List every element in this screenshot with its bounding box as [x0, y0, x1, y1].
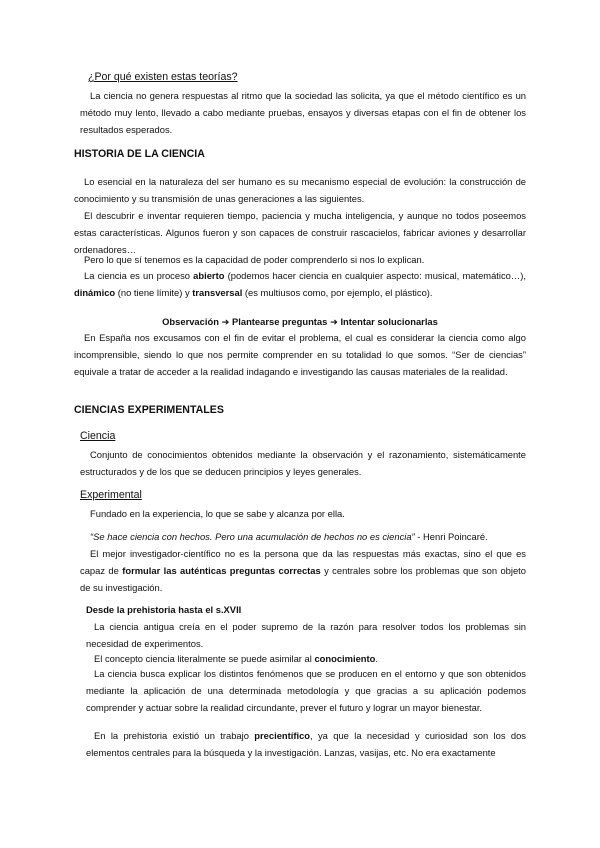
prehistoria-heading: Desde la prehistoria hasta el s.XVII [86, 604, 242, 615]
prehistoria-p1: La ciencia antigua creía en el poder supremo de la razón para resolver todos los problemas sin necesidad de experimentos. [86, 621, 526, 649]
historia-p2: El descubrir e inventar requieren tiempo, paciencia y mucha inteligencia, y aunque no todos poseemos estas características. Algunos fueron y son capaces de construir rascacielos, fabricar aviones y desarrollar ordenadores… [74, 210, 526, 255]
prehistoria-p2-text: . [375, 653, 378, 664]
prehistoria-p3: La ciencia busca explicar los distintos fenómenos que se producen en el entorno y que son obtenidos mediante la aplicación de una determinada metodología y que gracias a su aplicación podemos comprender y actuar sobre la realidad circundante, prever el futuro y lograr un mayor bienestar. [86, 668, 526, 713]
why-title: ¿Por qué existen estas teorías? [88, 71, 238, 83]
investigador-paragraph [80, 545, 526, 596]
flow-step-preguntas: Plantearse preguntas [232, 316, 328, 327]
experimental-definition: Fundado en la experiencia, lo que se sabe y alcanza por ella. [90, 508, 345, 519]
investigador-bold: formular las auténticas preguntas correctas [122, 565, 321, 576]
historia-p4-text: (podemos hacer ciencia en cualquier aspecto: musical, matemático…), [224, 270, 526, 281]
historia-p4 [74, 267, 526, 301]
prehistoria-p2-text: El concepto ciencia literalmente se puede asimilar al [94, 653, 315, 664]
experimental-title: Experimental [80, 489, 142, 501]
prehistoria-p4-bold: precientífico [254, 730, 311, 741]
prehistoria-p4-text: En la prehistoria existió un trabajo [94, 730, 255, 741]
arrow-right-icon: ➜ [221, 316, 230, 327]
investigador-text: El mejor investigador-científico no es la persona que da las respuestas más exactas, sino el que es capaz de [80, 548, 526, 576]
prehistoria-p4-text: , ya que la necesidad y curiosidad son los dos elementos centrales para la búsqueda y la investigación. Lanzas, vasijas, etc. No era exactamente [86, 730, 526, 758]
historia-flow [74, 313, 526, 330]
ciencia-definition: Conjunto de conocimientos obtenidos mediante la observación y el razonamiento, sistemáticamente estructurados y de los que se deducen principios y leyes generales. [80, 449, 526, 477]
historia-p3: Pero lo que sí tenemos es la capacidad de poder comprenderlo si nos lo explican. [84, 254, 425, 265]
quote-text: “Se hace ciencia con hechos. Pero una acumulación de hechos no es ciencia” [90, 531, 415, 542]
historia-heading: HISTORIA DE LA CIENCIA [74, 148, 205, 160]
ciencia-title: Ciencia [80, 430, 116, 442]
prehistoria-p4 [86, 727, 526, 761]
poincare-quote [80, 528, 526, 545]
flow-step-observacion: Observación [162, 316, 219, 327]
prehistoria-p2-bold: conocimiento [314, 653, 376, 664]
historia-p4-text: La ciencia es un proceso [84, 270, 194, 281]
historia-p4-bold-transversal: transversal [192, 287, 243, 298]
historia-p5: En España nos excusamos con el fin de evitar el problema, el cual es considerar la ciencia como algo incomprensible, siendo lo que nos permite comprender en su totalidad lo que somos. “Ser de ciencias” equivale a tratar de acceder a la realidad indagando e investigando las causas materiales de la realidad. [74, 332, 526, 377]
quote-author: - Henri Poincaré. [414, 531, 488, 542]
investigador-text: y centrales sobre los problemas que son objeto de su investigación. [80, 565, 527, 593]
why-paragraph: La ciencia no genera respuestas al ritmo que la sociedad las solicita, ya que el método científico es un método muy lento, llevado a cabo mediante pruebas, ensayos y diversas etapas con el fin de obtener los resultados esperados. [80, 90, 526, 135]
arrow-right-icon: ➜ [329, 316, 338, 327]
historia-p1: Lo esencial en la naturaleza del ser humano es su mecanismo especial de evolución: la construcción de conocimiento y su transmisión de unas generaciones a las siguientes. [74, 176, 526, 204]
historia-p4-bold-abierto: abierto [193, 270, 225, 281]
historia-p4-text: (es multiusos como, por ejemplo, el plástico). [242, 287, 433, 298]
historia-p4-bold-dinamico: dinámico [74, 287, 116, 298]
historia-p4-text: (no tiene límite) y [115, 287, 193, 298]
flow-step-solucionarlas: Intentar solucionarlas [340, 316, 438, 327]
experimentales-heading: CIENCIAS EXPERIMENTALES [74, 404, 224, 416]
